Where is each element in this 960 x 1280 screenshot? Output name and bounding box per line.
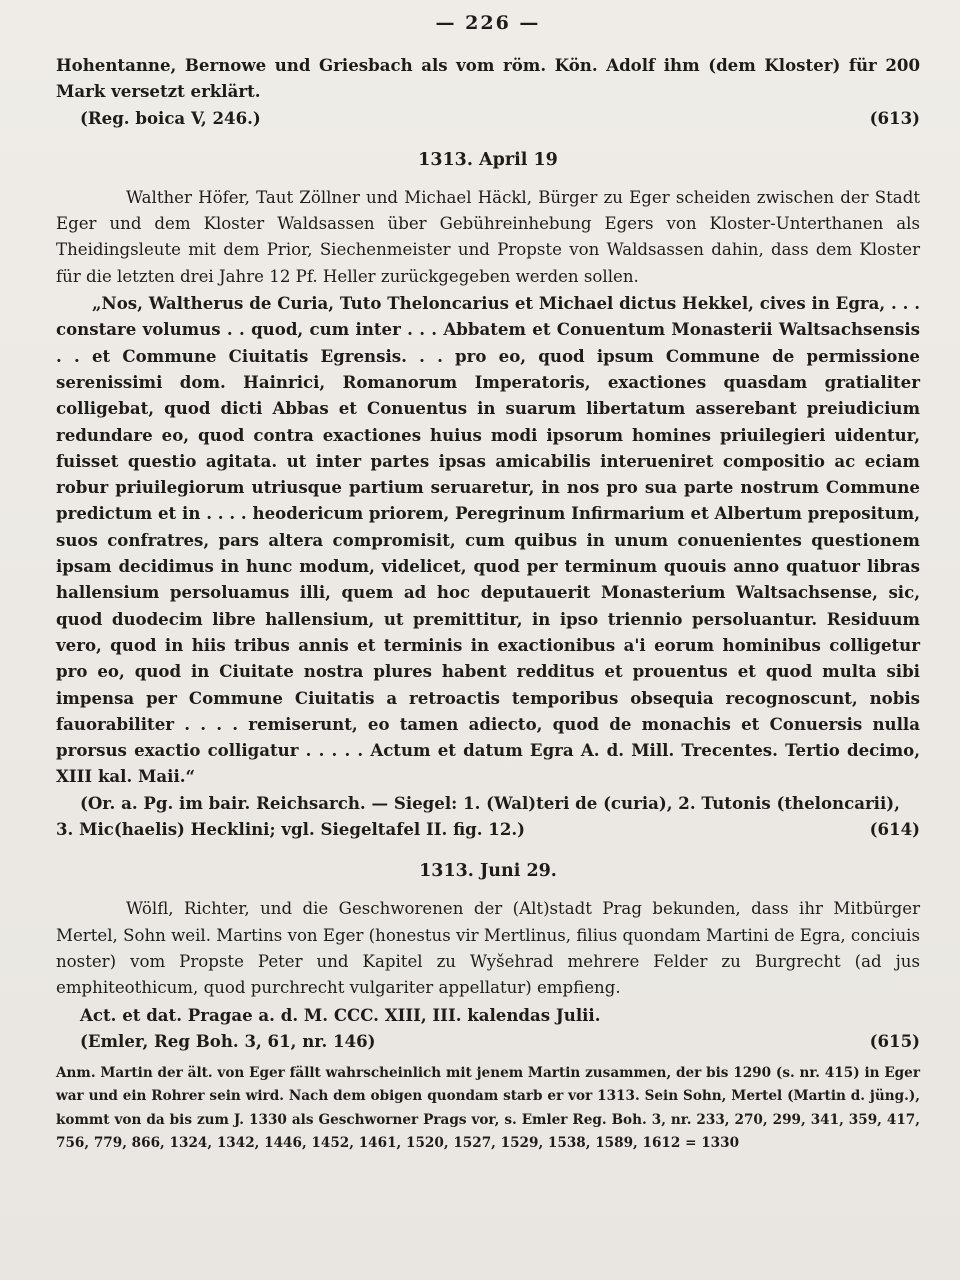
- entry-613-number: (613): [869, 107, 920, 128]
- entry-615-date: 1313. Juni 29.: [419, 861, 557, 882]
- entry-615: [56, 858, 920, 1155]
- entry-614-date: 1313. April 19: [418, 149, 558, 170]
- entry-613-text: Hohentanne, Bernowe und Griesbach als vom röm. Kön. Adolf ihm (dem Kloster) für 200 Mark versetzt erklärt.: [56, 55, 920, 102]
- page-number: — 226 —: [435, 12, 541, 34]
- entry-613-source: (Reg. boica V, 246.): [80, 107, 261, 128]
- entry-613: [56, 52, 920, 131]
- entry-615-ref: [56, 1028, 920, 1054]
- entry-615-number: (615): [869, 1030, 920, 1051]
- note-text: Martin der ält. von Eger fällt wahrscheinlich mit jenem Martin zusammen, der bis 1290 (s. nr. 415) in Eger war und ein Rohrer sein wird. Nach dem obigen quondam starb er vor 1313. Sein Sohn, Mertel (Martin d. jüng.), kommt von da bis zum J. 1330 als Geschworner Prags vor, s. Emler Reg. Boh. 3, nr. 233, 270, 299, 341, 359, 417, 756, 779, 866, 1324, 1342, 1446, 1452, 1461, 1520, 1527, 1529, 1538, 1589, 1612 = 1330: [56, 1065, 920, 1151]
- entry-613-ref: [56, 105, 920, 131]
- entry-614-ref: [56, 816, 920, 842]
- entry-614-quote: „Nos, Waltherus de Curia, Tuto Theloncarius et Michael dictus Hekkel, cives in Egra, . . . constare volumus . . quod, cum inter . . . Abbatem et Conuentum Monasterii Waltsachsensis . . et Commune Ciuitatis Egrensis. . . pro eo, quod ipsum Commune de permissione serenissimi dom. Hainrici, Romanorum Imperatoris, exactiones quasdam gratialiter colligebat, quod dicti Abbas et Conuentus in suarum libertatum asserebant preiudicium redundare eo, quod contra exactiones huius modi ipsorum homines priuilegieri uidentur, fuisset questio agitata. ut inter partes ipsas amicabilis interueniret compositio ac eciam robur priuilegiorum utriusque partium seruaretur, in nos pro sua parte nostrum Commune predictum et in . . . . heodericum priorem, Peregrinum Infirmarium et Albertum prepositum, suos confratres, pars altera compromisit, cum quibus in unum conuenientes questionem ipsam decidimus in hunc modum, videlicet, quod per terminum quouis anno quatuor libras hallensium persoluamus illi, quem ad hoc deputauerit Monasterium Waltsachsense, sic, quod duodecim libre hallensium, ut premittitur, in ipso triennio persoluantur. Residuum vero, quod in hiis tribus annis et terminis in exactionibus a'i eorum hominibus colligetur pro eo, quod in Ciuitate nostra plures habent redditus et prouentus et quod multa sibi impensa per Commune Ciuitatis a retroactis temporibus obsequia recognoscunt, nobis fauorabiliter . . . . remiserunt, eo tamen adiecto, quod de monachis et Conuersis nulla prorsus exactio colligatur . . . . . Actum et datum Egra A. d. Mill. Trecentes. Tertio decimo, XIII kal. Maii.“: [56, 293, 920, 787]
- entry-614: [56, 147, 920, 842]
- entry-615-note: [56, 1062, 920, 1155]
- entry-614-source-line1: (Or. a. Pg. im bair. Reichsarch. — Siegel: 1. (Wal)teri de (curia), 2. Tutonis (theloncarii),: [80, 792, 900, 813]
- entry-614-source-line2: 3. Mic(haelis) Hecklini; vgl. Siegeltafel II. fig. 12.): [56, 819, 526, 840]
- entry-614-summary: Walther Höfer, Taut Zöllner und Michael Häckl, Bürger zu Eger scheiden zwischen der Stadt Eger und dem Kloster Waldsassen über Gebühreinhebung Egers von Kloster-Unterthanen als Theidingsleute mit dem Prior, Siechenmeister und Propste von Waldsassen dahin, dass dem Kloster für die letzten drei Jahre 12 Pf. Heller zurückgegeben werden sollen.: [56, 187, 920, 286]
- entry-615-source: (Emler, Reg Boh. 3, 61, nr. 146): [80, 1030, 376, 1051]
- entry-615-summary: Wölfl, Richter, und die Geschworenen der (Alt)stadt Prag bekunden, dass ihr Mitbürger Mertel, Sohn weil. Martins von Eger (honestus vir Mertlinus, filius quondam Martini de Egra, conciuis noster) vom Propste Peter und Kapitel zu Wyšehrad mehrere Felder zu Burgrecht (ad jus emphiteothicum, quod purchrecht vulgariter appellatur) empfieng.: [56, 899, 920, 998]
- entry-615-act-line: Act. et dat. Pragae a. d. M. CCC. XIII, III. kalendas Julii.: [80, 1004, 601, 1025]
- note-label: Anm.: [56, 1065, 101, 1082]
- entry-614-number: (614): [869, 819, 920, 840]
